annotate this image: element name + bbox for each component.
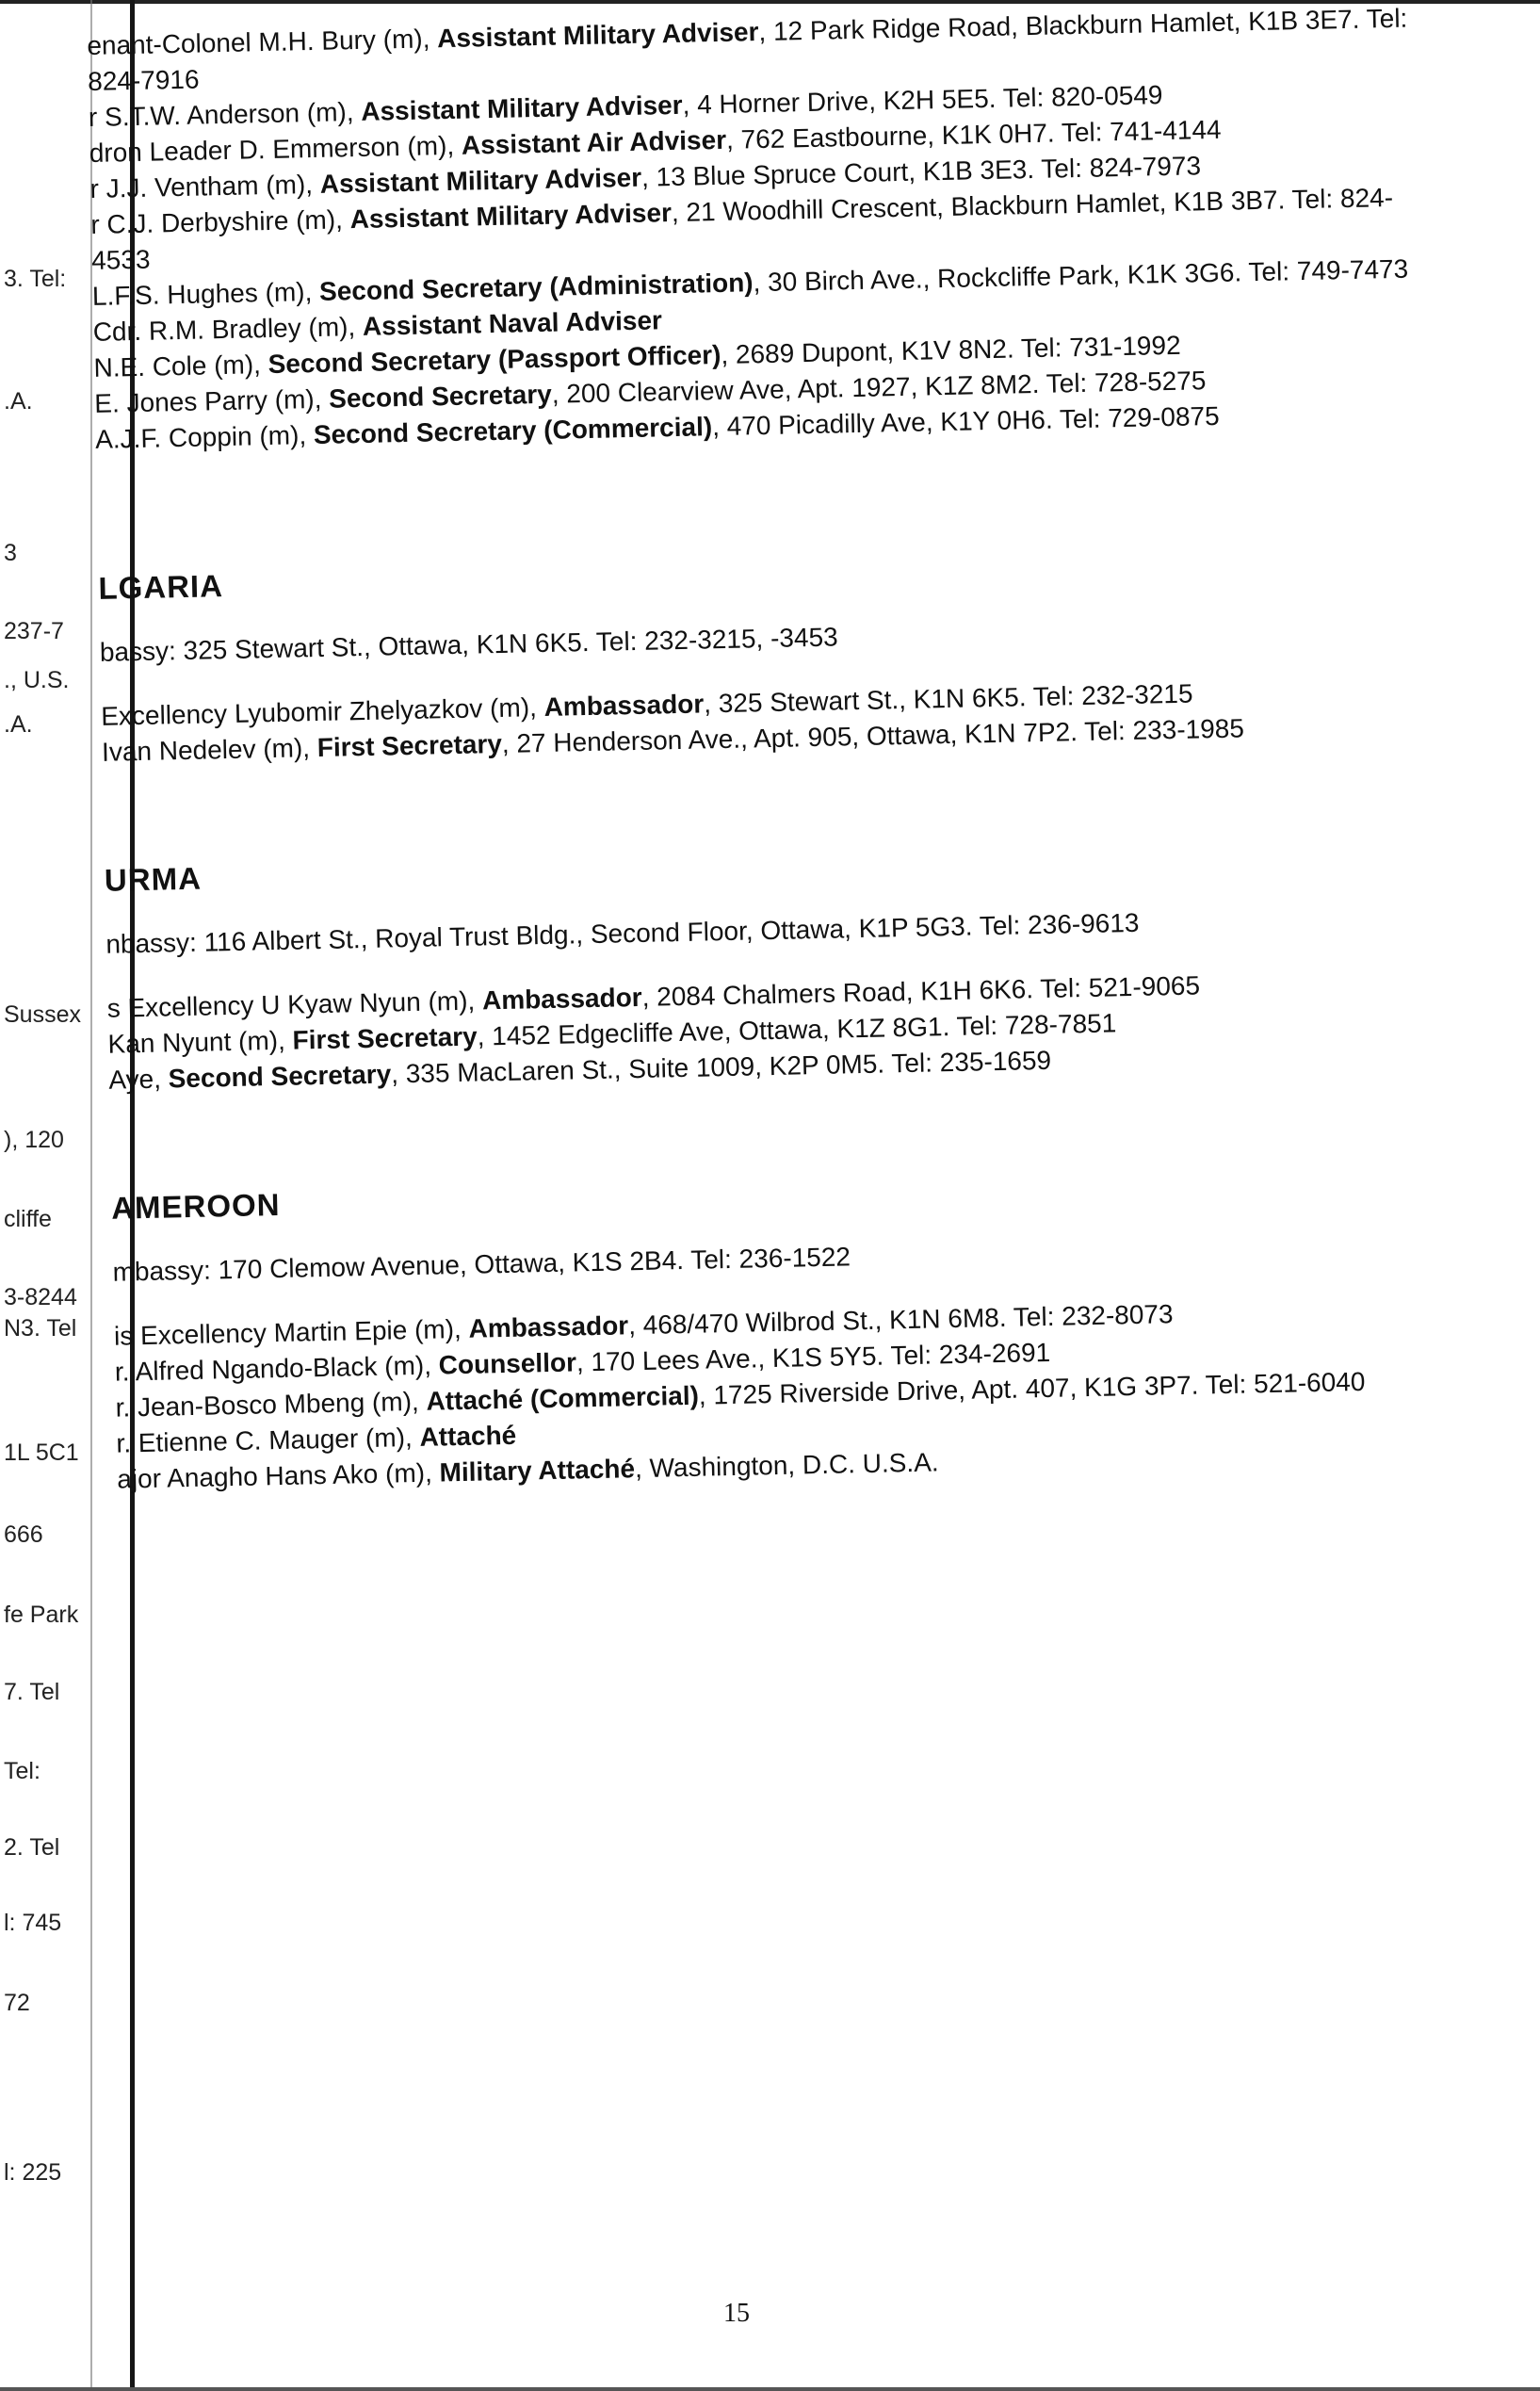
entry-address: , 470 Picadilly Ave, K1Y 0H6. Tel: 729-0875 <box>711 400 1220 442</box>
entry-role: Assistant Military Adviser <box>360 89 683 126</box>
entry-address: , 468/470 Wilbrod St., K1N 6M8. Tel: 232-8073 <box>627 1299 1174 1341</box>
entry-name: ajor Anagho Hans Ako (m), <box>116 1457 440 1494</box>
country-heading: URMA <box>104 860 203 898</box>
entry-name: dron Leader D. Emmerson (m), <box>89 130 462 168</box>
section-bulgaria <box>98 543 1449 771</box>
entry-address: , 30 Birch Ave., Rockcliffe Park, K1K 3G6. Tel: 749-7473 <box>753 253 1409 298</box>
entry-role: Attaché <box>419 1420 517 1452</box>
entry-role: First Secretary <box>316 728 503 763</box>
entry-name: A.J.F. Coppin (m), <box>94 420 315 454</box>
entry-name: L.F.S. Hughes (m), <box>91 276 320 311</box>
entry-name: Excellency Lyubomir Zhelyazkov (m), <box>100 691 544 731</box>
margin-fragment: .A. <box>4 711 33 738</box>
entry-role: Second Secretary <box>328 379 553 414</box>
entry-role: Counsellor <box>438 1347 577 1380</box>
country-heading: LGARIA <box>98 568 224 606</box>
margin-fragment: 237-7 <box>4 618 64 644</box>
entry-name: r C.J. Derbyshire (m), <box>90 204 350 239</box>
entry-name: Ivan Nedelev (m), <box>101 733 318 767</box>
entry-name: enant-Colonel M.H. Bury (m), <box>87 24 438 60</box>
entry-name: r. Jean-Bosco Mbeng (m), <box>115 1386 427 1423</box>
entry-address: , 2689 Dupont, K1V 8N2. Tel: 731-1992 <box>721 330 1181 369</box>
embassy-address: nbassy: 116 Albert St., Royal Trust Bldg., Second Floor, Ottawa, K1P 5G3. Tel: 236-9613 <box>105 907 1140 959</box>
entry-role: Assistant Military Adviser <box>349 198 673 235</box>
entry-role: Second Secretary (Passport Officer) <box>267 339 721 380</box>
section-cameroon <box>111 1163 1465 1498</box>
embassy-address: mbassy: 170 Clemow Avenue, Ottawa, K1S 2B4. Tel: 236-1522 <box>112 1242 851 1287</box>
entry-name: r J.J. Ventham (m), <box>89 169 321 203</box>
margin-fragment: 666 <box>4 1521 43 1548</box>
entry-name: E. Jones Parry (m), <box>94 383 330 418</box>
entry-address: , 335 MacLaren St., Suite 1009, K2P 0M5. Tel: 235-1659 <box>390 1045 1052 1089</box>
entry-address: , 2084 Chalmers Road, K1H 6K6. Tel: 521-9065 <box>641 970 1201 1012</box>
binding-shadow <box>90 0 92 2391</box>
entry-name: is Excellency Martin Epie (m), <box>113 1313 469 1351</box>
entry-address: , 1725 Riverside Drive, Apt. 407, K1G 3P7. Tel: 521-6040 <box>698 1366 1366 1410</box>
margin-fragment: l: 225 <box>4 2159 62 2186</box>
margin-fragment: ., U.S. <box>4 667 70 693</box>
margin-fragment: 3-8244 <box>4 1284 77 1310</box>
entry-address: , 27 Henderson Ave., Apt. 905, Ottawa, K1N 7P2. Tel: 233-1985 <box>501 713 1245 758</box>
entry-name: N.E. Cole (m), <box>93 350 268 382</box>
entry-name: r. Etienne C. Mauger (m), <box>116 1422 420 1458</box>
entry-name: Aye, <box>108 1064 170 1095</box>
margin-fragment: 3 <box>4 540 17 566</box>
country-heading: AMEROON <box>110 1186 281 1226</box>
entry-role: Ambassador <box>468 1310 629 1343</box>
margin-fragment: ), 120 <box>4 1127 64 1153</box>
entry-address: , 13 Blue Spruce Court, K1B 3E3. Tel: 824-7973 <box>640 151 1202 192</box>
embassy-address: bassy: 325 Stewart St., Ottawa, K1N 6K5. Tel: 232-3215, -3453 <box>99 622 838 667</box>
margin-fragment: 2. Tel <box>4 1834 60 1861</box>
entry-address: , 170 Lees Ave., K1S 5Y5. Tel: 234-2691 <box>575 1337 1051 1377</box>
entry-name: Kan Nyunt (m), <box>107 1025 293 1059</box>
margin-fragment: l: 745 <box>4 1910 62 1936</box>
margin-fragment: N3. Tel <box>4 1315 77 1342</box>
entry-role: Second Secretary (Commercial) <box>313 412 713 450</box>
entry-role: Ambassador <box>543 689 705 722</box>
entry-role: Second Secretary <box>168 1059 392 1094</box>
entry-address: , 200 Clearview Ave, Apt. 1927, K1Z 8M2. Tel: 728-5275 <box>551 366 1207 409</box>
margin-fragment: cliffe <box>4 1206 52 1232</box>
entry-role: Ambassador <box>481 982 642 1016</box>
entry-name: r S.T.W. Anderson (m), <box>88 96 362 132</box>
entry-address: , Washington, D.C. U.S.A. <box>634 1447 939 1484</box>
entry-role: Military Attaché <box>439 1454 636 1488</box>
entry-role: Assistant Military Adviser <box>319 162 642 199</box>
entry-address: , 4 Horner Drive, K2H 5E5. Tel: 820-0549 <box>682 80 1163 120</box>
entry-role: Attaché (Commercial) <box>426 1380 700 1416</box>
entry-address: , 21 Woodhill Crescent, Blackburn Hamlet, K1B 3B7. Tel: 824-4533 <box>90 182 1394 275</box>
entry-role: Assistant Military Adviser <box>436 17 759 54</box>
margin-fragment: .A. <box>4 388 33 415</box>
section-burma <box>105 835 1456 1098</box>
entry-name: Cdr. R.M. Bradley (m), <box>92 311 364 347</box>
entry-address: , 1452 Edgecliffe Ave, Ottawa, K1Z 8G1. Tel: 728-7851 <box>477 1008 1117 1051</box>
page-number: 15 <box>723 2299 750 2328</box>
bottom-scan-edge <box>0 2387 1540 2391</box>
entry-role: Assistant Air Adviser <box>461 124 727 160</box>
entry-address: , 762 Eastbourne, K1K 0H7. Tel: 741-4144 <box>725 114 1222 155</box>
directory-content <box>87 0 1464 1498</box>
entry-address: , 12 Park Ridge Road, Blackburn Hamlet, K1B 3E7. Tel: 824-7916 <box>87 3 1408 96</box>
margin-fragment: 3. Tel: <box>4 266 67 292</box>
section-uk-continued <box>87 0 1442 458</box>
margin-fragment: Tel: <box>4 1758 41 1784</box>
margin-fragment: fe Park <box>4 1602 79 1628</box>
entry-role: First Secretary <box>292 1021 478 1055</box>
entry-name: r. Alfred Ngando-Black (m), <box>114 1350 440 1387</box>
margin-fragment: 7. Tel <box>4 1679 60 1705</box>
margin-fragment: 1L 5C1 <box>4 1439 79 1466</box>
margin-fragment: 72 <box>4 1990 30 2016</box>
entry-role: Assistant Naval Adviser <box>362 305 663 341</box>
entry-name: s Excellency U Kyaw Nyun (m), <box>106 985 483 1023</box>
entry-role: Second Secretary (Administration) <box>318 268 754 306</box>
entry-address: , 325 Stewart St., K1N 6K5. Tel: 232-3215 <box>703 678 1193 719</box>
margin-fragment: Sussex <box>4 1001 81 1028</box>
